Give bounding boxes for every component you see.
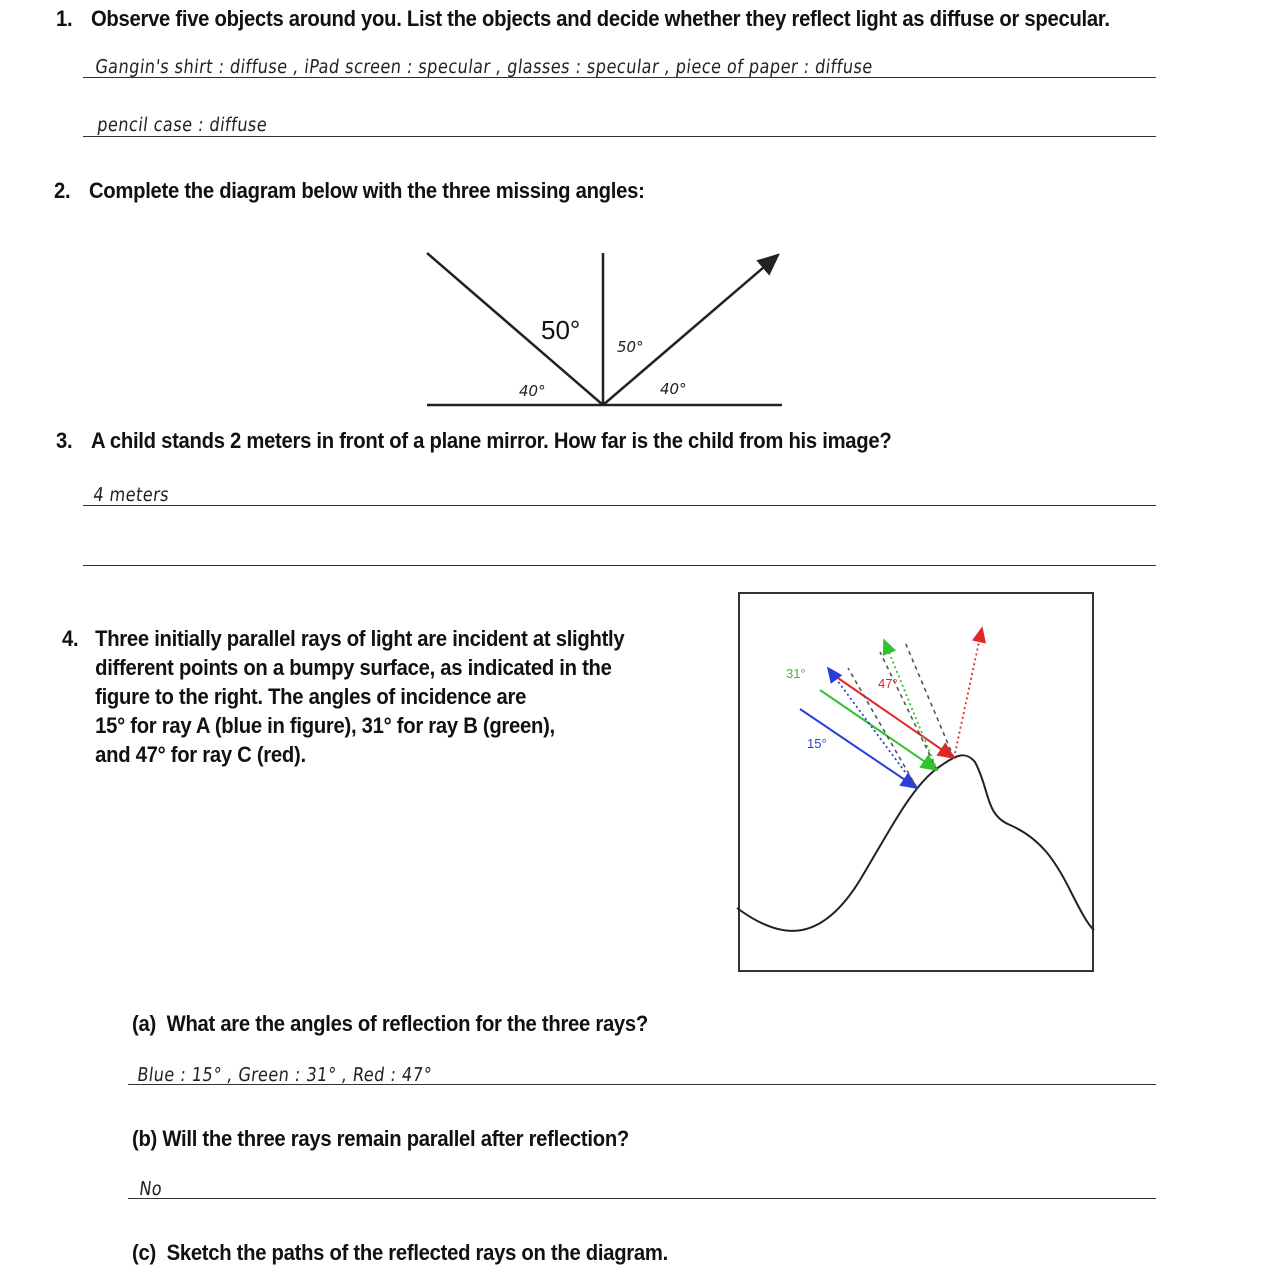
sub-question-text: Will the three rays remain parallel after reflection?	[162, 1126, 630, 1151]
answer-line	[128, 1198, 1156, 1199]
answer-4a: Blue : 15° , Green : 31° , Red : 47°	[136, 1064, 434, 1086]
answer-3: 4 meters	[92, 484, 171, 506]
question-number: 3.	[56, 428, 73, 453]
given-angle-label: 50°	[541, 315, 581, 345]
question-number: 1.	[56, 6, 73, 31]
question-number: 2.	[54, 178, 71, 203]
question-text-line: 15° for ray A (blue in figure), 31° for ray B (green),	[95, 713, 555, 738]
question-4a	[132, 1011, 648, 1037]
sub-question-label: (b)	[132, 1126, 158, 1151]
answer-angle-right-surface: 40°	[660, 380, 687, 398]
angle-label-green: 31°	[786, 666, 806, 681]
angle-label-red: 47°	[878, 676, 898, 691]
angle-label-blue: 15°	[807, 736, 827, 751]
question-4b	[132, 1126, 629, 1152]
answer-line	[128, 1084, 1156, 1085]
incident-ray-green	[820, 690, 937, 770]
question-text: Complete the diagram below with the three missing angles:	[88, 178, 645, 203]
question-4c	[132, 1240, 668, 1266]
question-text-line: and 47° for ray C (red).	[95, 742, 306, 767]
answer-1-line-2: pencil case : diffuse	[96, 114, 269, 136]
question-text-line: Three initially parallel rays of light are incident at slightly	[95, 626, 625, 651]
question-text-line: figure to the right. The angles of incidence are	[95, 684, 527, 709]
sub-question-text: What are the angles of reflection for the three rays?	[166, 1011, 648, 1036]
answer-1-line-1: Gangin's shirt : diffuse , iPad screen : specular , glasses : specular , piece of paper : diffuse	[94, 56, 875, 78]
sub-question-text: Sketch the paths of the reflected rays on the diagram.	[166, 1240, 668, 1265]
sub-question-label: (c)	[132, 1240, 156, 1265]
answer-4b: No	[138, 1178, 164, 1200]
answer-angle-right-normal: 50°	[617, 338, 644, 356]
reflected-ray-green	[884, 640, 937, 770]
question-number: 4.	[62, 626, 79, 651]
question-text: Observe five objects around you. List the objects and decide whether they reflect light as diffuse or specular.	[90, 6, 1110, 31]
question-text: A child stands 2 meters in front of a plane mirror. How far is the child from his image?	[90, 428, 892, 453]
question-text-line: different points on a bumpy surface, as indicated in the	[95, 655, 612, 680]
answer-angle-left-surface: 40°	[519, 382, 546, 400]
sub-question-label: (a)	[132, 1011, 156, 1036]
reflected-ray-red	[954, 628, 982, 758]
bumpy-surface-curve	[737, 755, 1094, 931]
normal-green	[880, 652, 937, 770]
